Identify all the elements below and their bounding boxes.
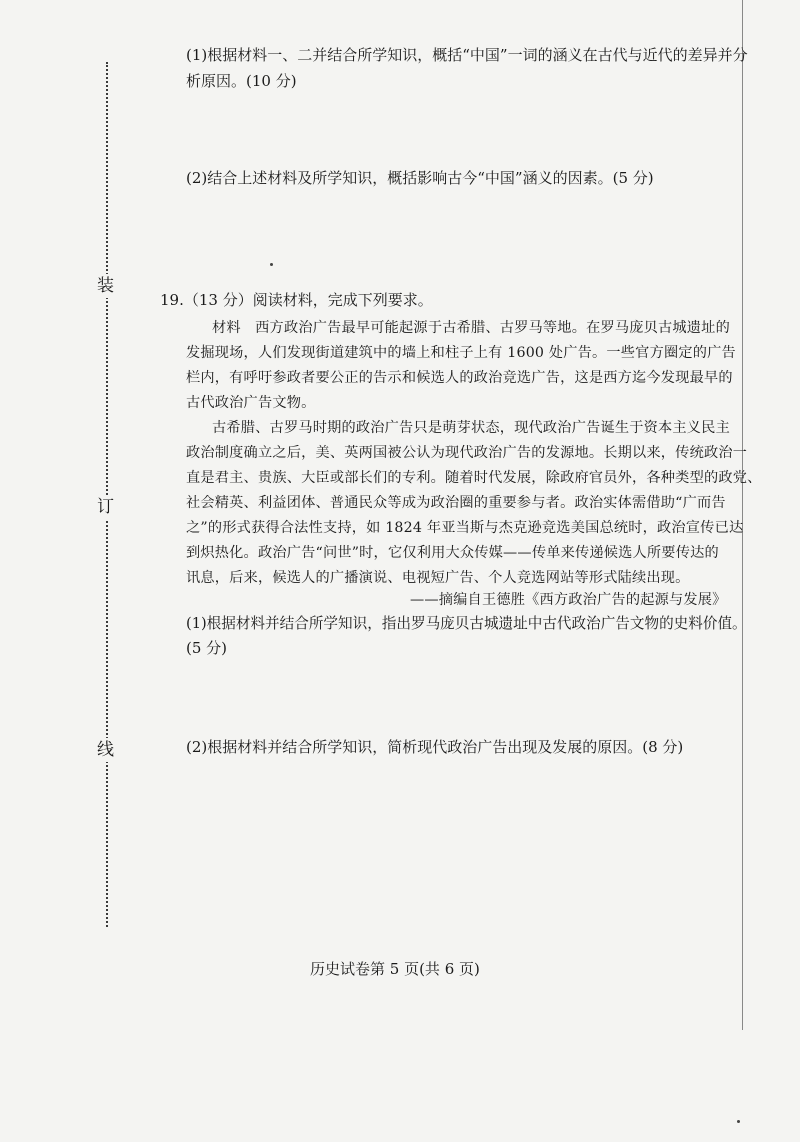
q19-material-line: 讯息，后来，候选人的广播演说、电视短广告、个人竞选网站等形式陆续出现。 (186, 570, 690, 586)
q19-material-line: 发掘现场，人们发现街道建筑中的墙上和柱子上有 1600 处广告。一些官方圈定的广告 (186, 345, 736, 361)
q18-part1-line1: (1)根据材料一、二并结合所学知识，概括“中国”一词的涵义在古代与近代的差异并分 (186, 46, 748, 64)
q18-part2: (2)结合上述材料及所学知识，概括影响古今“中国”涵义的因素。(5 分) (186, 169, 654, 187)
q19-source: ——摘编自王德胜《西方政治广告的起源与发展》 (410, 592, 727, 608)
q19-material-line: 政治制度确立之后，美、英两国被公认为现代政治广告的发源地。长期以来，传统政治一 (186, 445, 748, 461)
q19-material-line: 到炽热化。政治广告“问世”时，它仅利用大众传媒——传单来传递候选人所要传达的 (186, 545, 719, 561)
q19-part1-line2: (5 分) (186, 639, 228, 657)
scan-speck (270, 263, 273, 266)
q19-material-line: 之”的形式获得合法性支持，如 1824 年亚当斯与杰克逊竞选美国总统时，政治宣传已达 (186, 520, 744, 536)
binding-mark-zhuang: 装 (97, 276, 114, 296)
q19-material-line: 古希腊、古罗马时期的政治广告只是萌芽状态，现代政治广告诞生于资本主义民主 (212, 420, 730, 436)
binding-mark-ding: 订 (97, 497, 114, 517)
binding-mark-xian: 线 (97, 740, 114, 760)
q19-material-line: 古代政治广告文物。 (186, 395, 316, 411)
q19-material-line: 直是君主、贵族、大臣或部长们的专利。随着时代发展，除政府官员外，各种类型的政党、 (186, 470, 762, 486)
q19-material-line: 栏内，有呼吁参政者要公正的告示和候选人的政治竞选广告，这是西方迄今发现最早的 (186, 370, 733, 386)
q19-part2: (2)根据材料并结合所学知识，简析现代政治广告出现及发展的原因。(8 分) (186, 738, 684, 756)
scan-speck (737, 1120, 740, 1123)
q19-header: 19.（13 分）阅读材料，完成下列要求。 (160, 291, 433, 309)
q19-material-line: 材料 西方政治广告最早可能起源于古希腊、古罗马等地。在罗马庞贝古城遗址的 (212, 320, 730, 336)
page-edge-line (742, 0, 743, 1030)
page-footer: 历史试卷第 5 页(共 6 页) (310, 960, 480, 978)
q19-part1-line1: (1)根据材料并结合所学知识，指出罗马庞贝古城遗址中古代政治广告文物的史料价值。 (186, 615, 747, 632)
q19-material-line: 社会精英、利益团体、普通民众等成为政治圈的重要参与者。政治实体需借助“广而告 (186, 495, 726, 511)
q18-part1-line2: 析原因。(10 分) (186, 72, 297, 90)
